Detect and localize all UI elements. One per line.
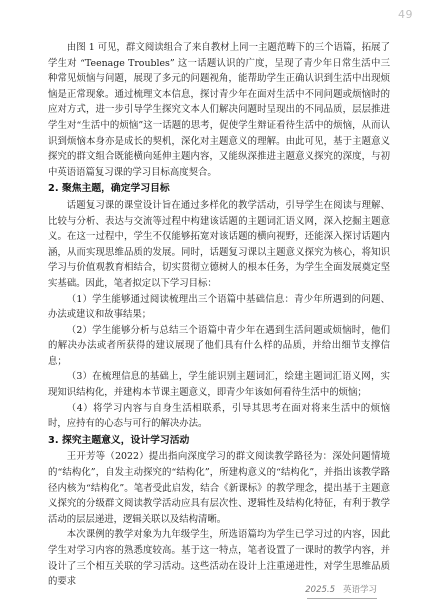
article-body [48,40,390,590]
objective-3: （3）在梳理信息的基础上，学生能识别主题词汇，绘建主题词汇语义网，实现知识结构化，并建构本节课主题意义，即青少年该如何看待生活中的烦恼； [48,371,390,399]
paragraph-figure-analysis: 由图 1 可见，群文阅读组合了来自教材上同一主题范畴下的三个语篇，拓展了学生对 “Teenage Troubles” 这一话题认识的广度，呈现了青少年日常生活中三种常见烦恼与问题，展现了多元的问题视角，能帮助学生正确认识到生活中出现烦恼是正常现象。通过梳理文本信息，探讨青少年在面对生活中不同问题或烦恼时的应对方式，进一步引导学生探究文本人们解决问题时呈现出的不同品质，层层推进学生对“生活中的烦恼”这一话题的思考，促使学生辩证看待生活中的烦恼，从而认识到烦恼本身亦是成长的契机，深化对主题意义的理解。由此可见，基于主题意义探究的群文组合既能横向延伸主题内容，又能纵深推进主题意义探究的深度，与初中英语语篇复习课的学习目标高度契合。 [48,42,390,178]
objective-4: （4）将学习内容与自身生活相联系，引导其思考在面对将来生活中的烦恼时，应持有的心态与可行的解决办法。 [48,402,390,430]
page-number: 49 [398,8,413,21]
section-heading-learning-goals: 2. 聚焦主题，确定学习目标 [48,183,170,195]
paragraph-review-lesson: 话题复习课的课堂设计旨在通过多样化的教学活动，引导学生在阅读与理解、比较与分析、表达与交流等过程中构建该话题的主题词汇语义网，深入挖掘主题意义。在这一过程中，学生不仅能够拓宽对该话题的横向视野，还能深入探讨话题内涵，从而实现思维品质的发展。同时，话题复习课以主题意义探究为核心，将知识学习与价值观教育相结合，切实贯彻立德树人的根本任务，为学生全面发展奠定坚实基础。因此，笔者拟定以下学习目标： [48,199,390,289]
objective-2: （2）学生能够分析与总结三个语篇中青少年在遇到生活问题或烦恼时，他们的解决办法或者所获得的建议展现了他们具有什么样的品质，并给出细节支撑信息； [48,324,390,367]
objective-1: （1）学生能够通过阅读梳理出三个语篇中基础信息：青少年所遇到的问题、办法或建议和故事结果； [48,293,390,321]
issue-number: 2025.5 [305,585,335,595]
footer-rule [307,598,377,599]
paragraph-deep-learning: 王开芳等（2022）提出指向深度学习的群文阅读教学路径为：深处问题情境的“结构化”，自发主动探究的“结构化”，所建构意义的“结构化”，并指出该教学路径内核为“结构化”。笔者受此启发，结合《新课标》的教学理念，提出基于主题意义探究的分级群文阅读教学活动应具有层次性、逻辑性及结构化特征，有利于教学活动的层层递进，逻辑关联以及结构清晰。 [48,451,390,525]
magazine-name: 英语学习 [342,585,377,595]
paragraph-lesson-design: 本次课例的教学对象为九年级学生，所选语篇均为学生已学习过的内容，因此学生对学习内容的熟悉度较高。基于这一特点，笔者设置了一课时的教学内容，并设计了三个相互关联的学习活动。这些活动在设计上注重递进性，对学生思维品质的要求 [48,529,390,588]
section-heading-activities: 3. 探究主题意义，设计学习活动 [48,434,190,446]
